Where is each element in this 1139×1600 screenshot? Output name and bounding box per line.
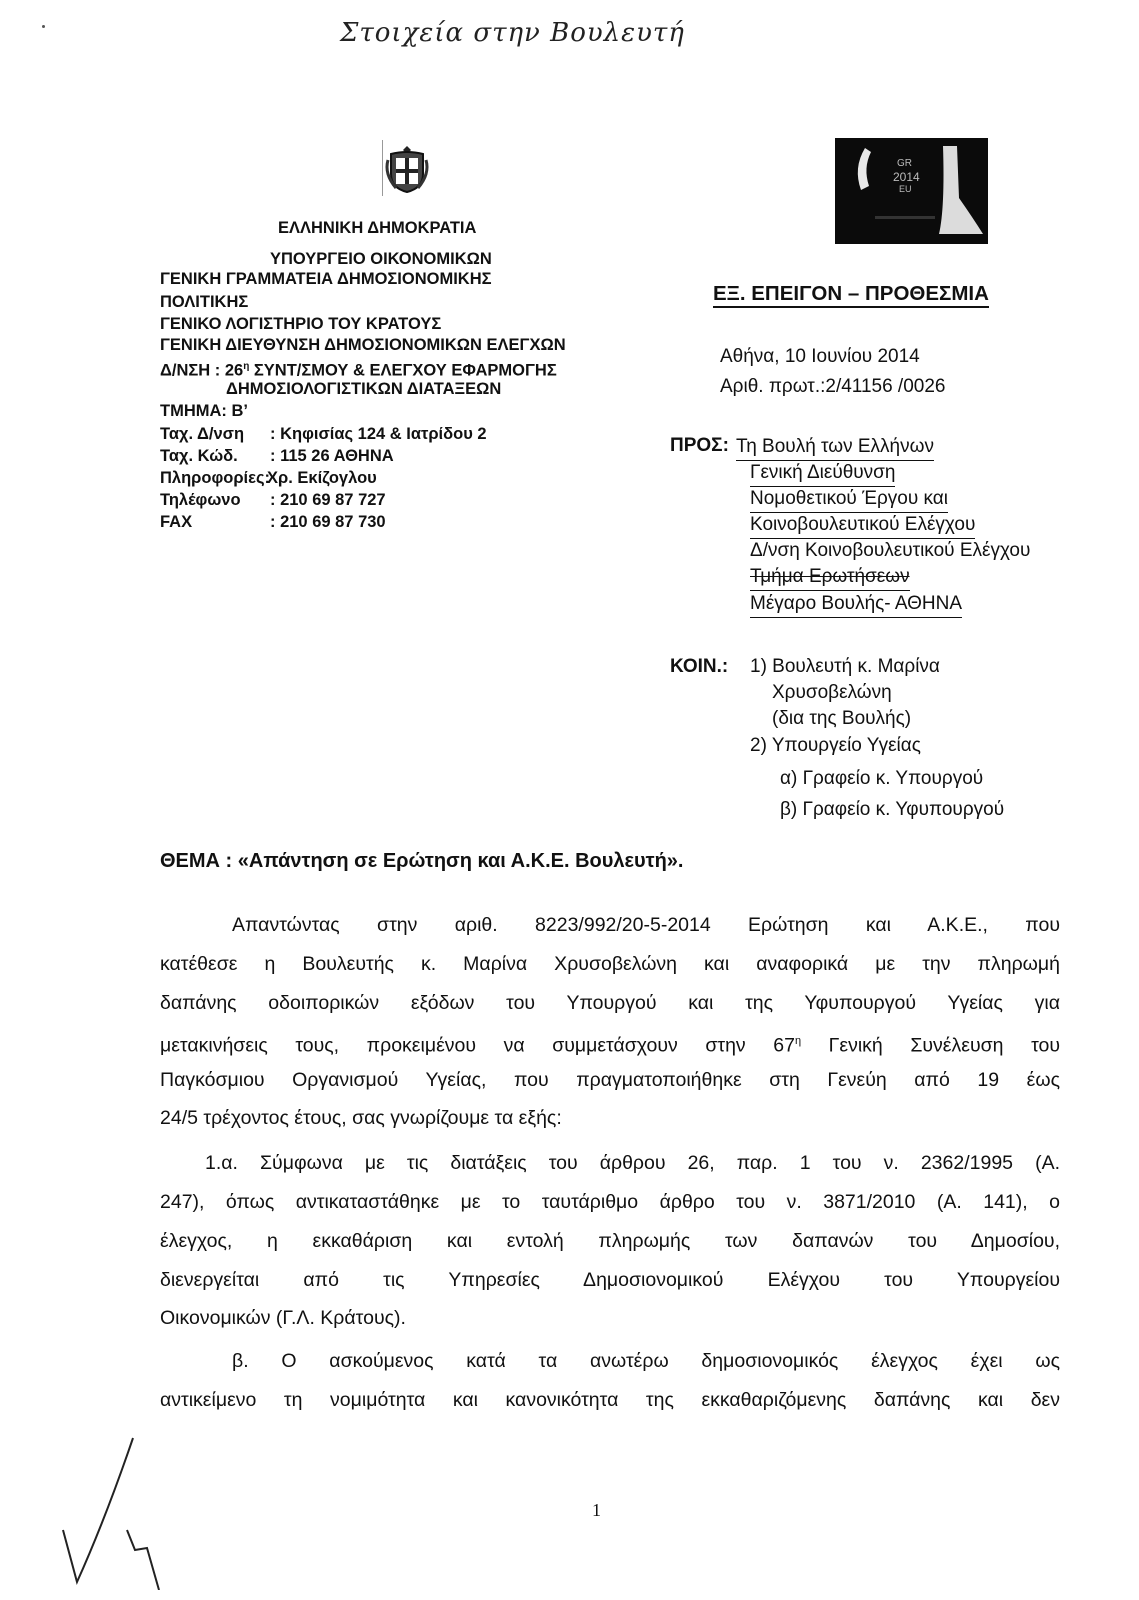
contact-postcode-value: : 115 26 ΑΘΗΝΑ xyxy=(270,447,394,465)
body-line-11: Οικονομικών (Γ.Λ. Κράτους). xyxy=(160,1307,406,1329)
coat-of-arms-emblem xyxy=(382,140,432,196)
body-line-7: 1.α. Σύμφωνα με τις διατάξεις του άρθρου 26, παρ. 1 του ν. 2362/1995 (Α. xyxy=(205,1152,1060,1174)
body-line-8: 247), όπως αντικαταστάθηκε με το ταυτάριθμο άρθρο του ν. 3871/2010 (Α. 141), ο xyxy=(160,1191,1060,1213)
contact-phone-value: : 210 69 87 727 xyxy=(270,491,386,509)
body-line-5: Παγκόσμιου Οργανισμού Υγείας, που πραγματοποιήθηκε στη Γενεύη από 19 έως xyxy=(160,1069,1060,1091)
protocol-number: Αριθ. πρωτ.:2/41156 /0026 xyxy=(720,376,946,397)
recipient-line-parliament-building: Μέγαρο Βουλής- ΑΘΗΝΑ xyxy=(750,590,962,618)
copies-line-health-ministry: 2) Υπουργείο Υγείας xyxy=(750,735,921,756)
body-line-4: μετακινήσεις τους, προκειμένου να συμμετάσχουν στην $67^\eta$ Γενική Συνέλευση του xyxy=(160,1034,1061,1057)
recipient-line-general-directorate: Γενική Διεύθυνση xyxy=(750,459,895,487)
recipient-line-control-directorate: Δ/νση Κοινοβουλευτικού Ελέγχου xyxy=(750,540,1031,561)
header-line-ministry: ΥΠΟΥΡΓΕΙΟ ΟΙΚΟΝΟΜΙΚΩΝ xyxy=(270,250,492,268)
logo-text-eu: EU xyxy=(899,184,912,194)
copies-label: ΚΟΙΝ.: xyxy=(670,656,729,677)
copies-line-minister-office: α) Γραφείο κ. Υπουργού xyxy=(780,768,984,789)
contact-info-value: Χρ. Εκίζογλου xyxy=(267,469,377,487)
document-date: Αθήνα, 10 Ιουνίου 2014 xyxy=(720,346,920,367)
logo-text-year: 2014 xyxy=(893,170,920,184)
contact-info-label: Πληροφορίες: xyxy=(160,469,271,487)
body-line-10: διενεργείται από τις Υπηρεσίες Δημοσιονομικού Ελέγχου του Υπουργείου xyxy=(160,1269,1060,1291)
contact-address-label: Ταχ. Δ/νση xyxy=(160,425,245,443)
logo-text-gr: GR xyxy=(897,158,912,169)
header-line-directorate: Δ/ΝΣΗ : $26^\eta$ ΣΥΝΤ/ΣΜΟΥ & ΕΛΕΓΧΟΥ ΕΦΑΡΜΟΓΗΣ xyxy=(160,361,557,380)
recipient-line-parliament: Τη Βουλή των Ελλήνων xyxy=(736,433,934,461)
body-line-1: Απαντώντας στην αριθ. 8223/992/20-5-2014 Ερώτηση και Α.Κ.Ε., που xyxy=(232,914,1060,936)
copies-line-deputy-minister-office: β) Γραφείο κ. Υφυπουργού xyxy=(780,799,1005,820)
recipient-line-legislative-work: Νομοθετικού Έργου και xyxy=(750,485,948,513)
copies-line-mp-name: Χρυσοβελώνη xyxy=(772,682,892,703)
body-line-13: αντικείμενο τη νομιμότητα και κανονικότητα της εκκαθαριζόμενης δαπάνης και δεν xyxy=(160,1389,1060,1411)
contact-address-value: : Κηφισίας 124 & Ιατρίδου 2 xyxy=(270,425,487,443)
handwritten-note: Στοιχεία στην Βουλευτή xyxy=(340,18,685,48)
header-line-policy: ΠΟΛΙΤΙΚΗΣ xyxy=(160,293,249,311)
header-line-general-directorate: ΓΕΝΙΚΗ ΔΙΕΥΘΥΝΣΗ ΔΗΜΟΣΙΟΝΟΜΙΚΩΝ ΕΛΕΓΧΩΝ xyxy=(160,336,566,354)
body-line-12: β. Ο ασκούμενος κατά τα ανωτέρω δημοσιονομικός έλεγχος έχει ως xyxy=(232,1350,1060,1372)
recipient-line-questions-department: Τμήμα Ερωτήσεων xyxy=(750,563,910,591)
contact-fax-label: FAX xyxy=(160,513,193,531)
body-line-3: δαπάνης οδοιπορικών εξόδων του Υπουργού και της Υφυπουργού Υγείας για xyxy=(160,992,1060,1014)
recipient-line-parliamentary-control: Κοινοβουλευτικού Ελέγχου xyxy=(750,511,975,539)
copies-line-mp: 1) Βουλευτή κ. Μαρίνα xyxy=(750,656,940,677)
recipient-label: ΠΡΟΣ: xyxy=(670,435,729,456)
body-line-6: 24/5 τρέχοντος έτους, σας γνωρίζουμε τα εξής: xyxy=(160,1107,562,1129)
urgent-deadline-label: ΕΞ. ΕΠΕΙΓΟΝ – ΠΡΟΘΕΣΜΙΑ xyxy=(713,282,989,308)
copies-line-via-parliament: (δια της Βουλής) xyxy=(772,708,912,729)
contact-phone-label: Τηλέφωνο xyxy=(160,491,241,509)
header-line-secretariat: ΓΕΝΙΚΗ ΓΡΑΜΜΑΤΕΙΑ ΔΗΜΟΣΙΟΝΟΜΙΚΗΣ xyxy=(160,270,492,288)
header-line-republic: ΕΛΛΗΝΙΚΗ ΔΗΜΟΚΡΑΤΙΑ xyxy=(278,219,477,237)
page-number: 1 xyxy=(592,1500,601,1520)
contact-fax-value: : 210 69 87 730 xyxy=(270,513,386,531)
header-line-accounting-office: ΓΕΝΙΚΟ ΛΟΓΙΣΤΗΡΙΟ ΤΟΥ ΚΡΑΤΟΥΣ xyxy=(160,315,442,333)
body-line-9: έλεγχος, η εκκαθάριση και εντολή πληρωμής των δαπανών του Δημοσίου, xyxy=(160,1230,1060,1252)
header-line-provisions: ΔΗΜΟΣΙΟΛΟΓΙΣΤΙΚΩΝ ΔΙΑΤΑΞΕΩΝ xyxy=(226,380,502,398)
handwritten-checkmark xyxy=(55,1430,175,1590)
body-line-2: κατέθεσε η Βουλευτής κ. Μαρίνα Χρυσοβελώνη και αναφορικά με την πληρωμή xyxy=(160,953,1060,975)
subject-line: ΘΕΜΑ : «Απάντηση σε Ερώτηση και Α.Κ.Ε. Βουλευτή». xyxy=(160,850,684,872)
header-line-department: ΤΜΗΜΑ: Β’ xyxy=(160,402,248,420)
scan-speck xyxy=(42,25,45,28)
contact-postcode-label: Ταχ. Κώδ. xyxy=(160,447,238,465)
eu-presidency-logo xyxy=(835,138,988,244)
